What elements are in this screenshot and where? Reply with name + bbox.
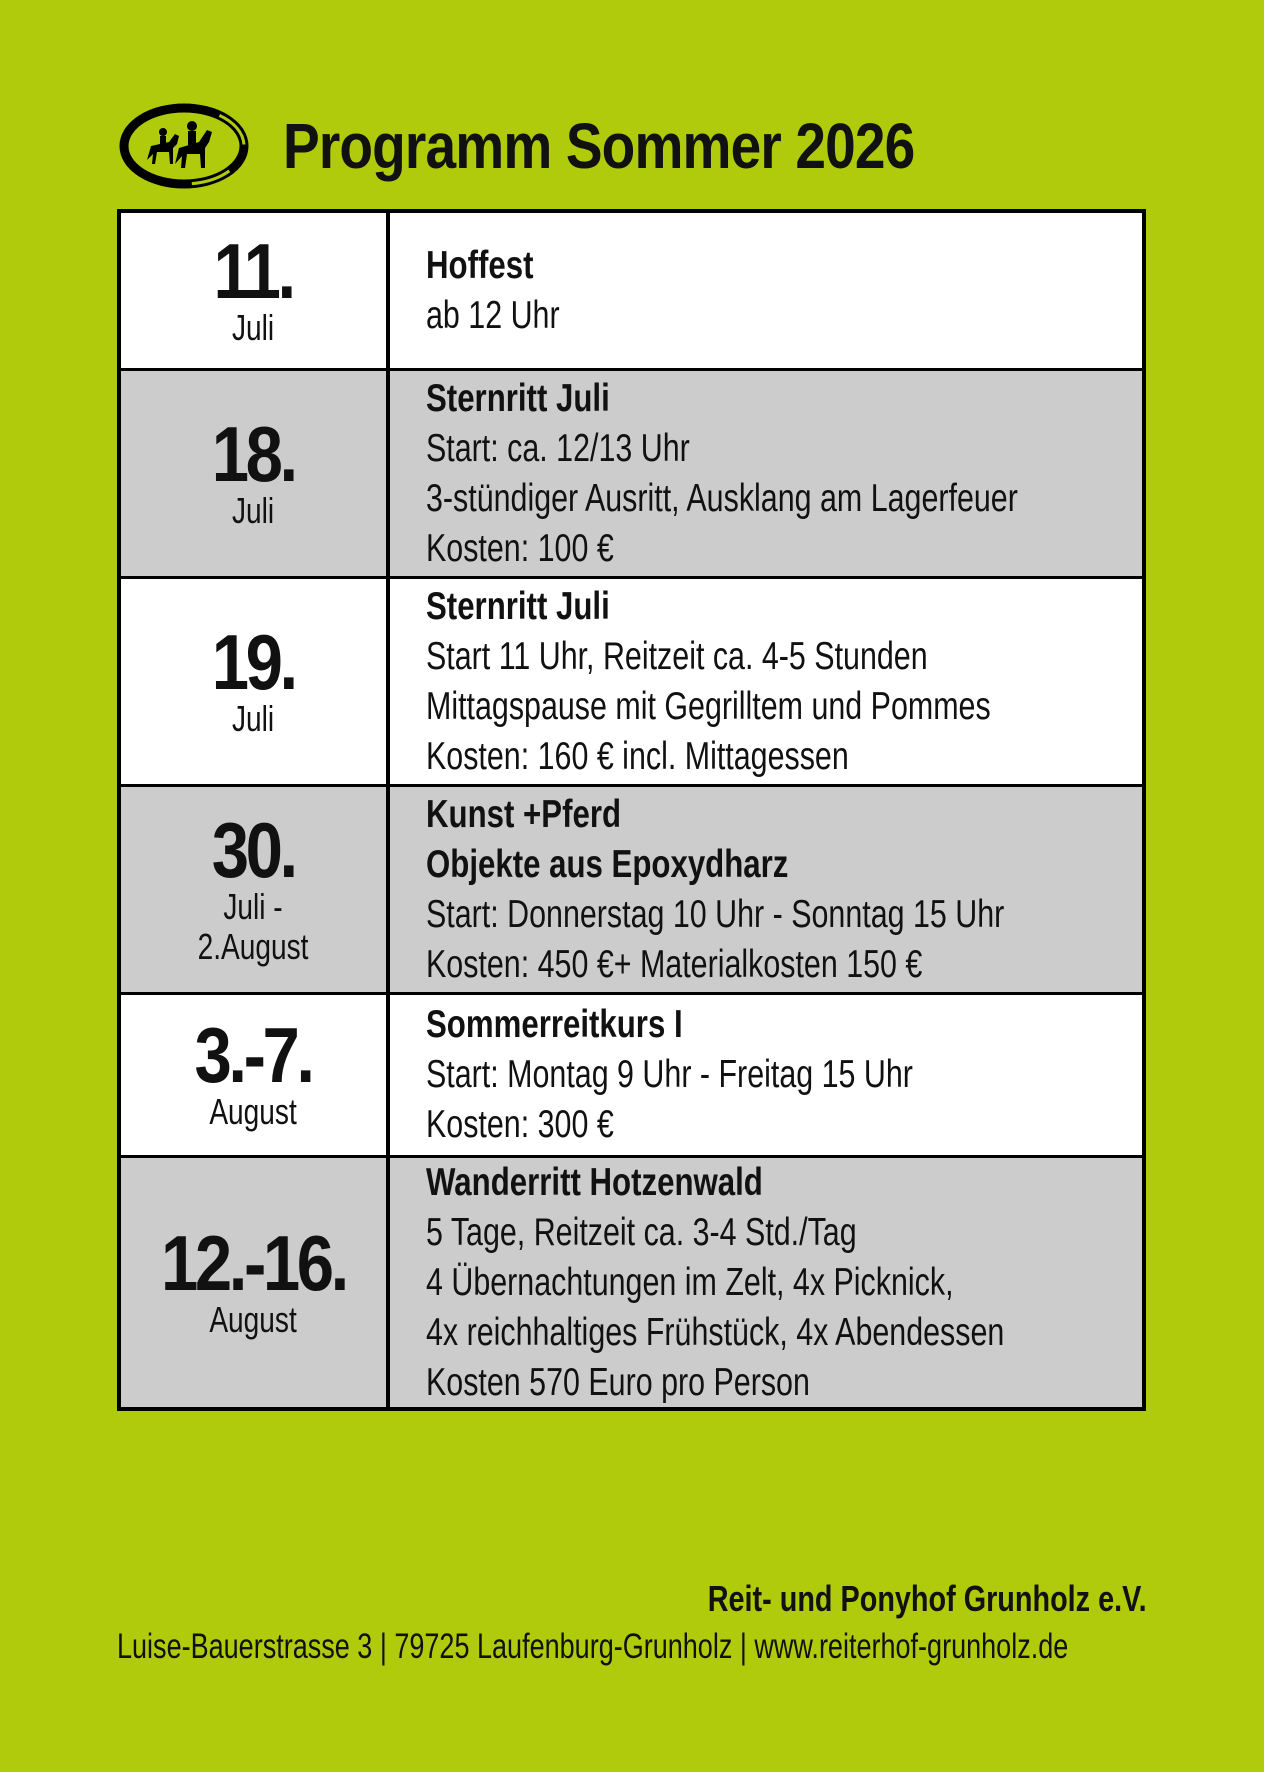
event-detail-line: Kosten: 300 € [426,1103,614,1146]
event-detail-line: Kosten: 100 € [426,526,614,570]
event-title: Objekte aus Epoxydharz [426,842,789,886]
footer [598,1576,1147,1622]
footer-address [117,1624,1147,1670]
event-month: Juli [232,306,275,348]
page-title: Programm Sommer 2026 [283,110,915,182]
event-date [121,579,390,784]
event-detail-line: 5 Tage, Reitzeit ca. 3-4 Std./Tag [426,1210,857,1254]
event-details [390,1158,1177,1407]
event-row [121,576,1142,784]
events-table [117,209,1146,1411]
event-month: August [209,1298,298,1340]
event-title: Wanderritt Hotzenwald [426,1160,763,1204]
event-title: Sommerreitkurs I [426,1003,683,1046]
event-day: 12.-16. [161,1218,346,1307]
event-month: 2.August [198,925,309,967]
event-detail-line: Kosten: 450 €+ Materialkosten 150 € [426,942,923,986]
event-detail-line: 3-stündiger Ausritt, Ausklang am Lagerfeuer [426,476,1018,520]
event-day: 11. [213,226,294,315]
event-title: Sternritt Juli [426,376,610,420]
event-detail-line: 4x reichhaltiges Frühstück, 4x Abendessen [426,1310,1005,1354]
event-date [121,371,390,576]
event-day: 30. [212,805,295,894]
event-detail-line: Start: Donnerstag 10 Uhr - Sonntag 15 Uhr [426,892,1005,936]
event-details [390,213,1142,368]
event-row [121,368,1142,576]
event-row [121,213,1142,368]
event-month: Juli [232,489,275,531]
event-row [121,992,1142,1155]
event-detail-line: Start 11 Uhr, Reitzeit ca. 4-5 Stunden [426,634,928,678]
event-month: August [209,1091,298,1133]
event-month: Juli - [223,885,284,927]
event-day: 19. [212,617,295,706]
event-title: Sternritt Juli [426,584,610,628]
event-detail-line: Start: ca. 12/13 Uhr [426,426,690,470]
header [117,96,1017,196]
event-detail-line: Kosten 570 Euro pro Person [426,1360,810,1404]
event-date [121,1158,390,1407]
event-date [121,787,390,992]
event-detail-line: 4 Übernachtungen im Zelt, 4x Picknick, [426,1260,954,1304]
event-row [121,1155,1142,1407]
address-text: Luise-Bauerstrasse 3 | 79725 Laufenburg-Grunholz | www.reiterhof-grunholz.de [117,1627,1069,1666]
event-details [390,579,1160,784]
event-month: Juli [232,697,275,739]
event-detail-line: Kosten: 160 € incl. Mittagessen [426,734,849,778]
event-row [121,784,1142,992]
event-details [390,787,1177,992]
event-day: 18. [212,409,295,498]
event-date [121,213,390,368]
event-title: Kunst +Pferd [426,792,622,836]
event-title: Hoffest [426,243,534,287]
event-detail-line: Start: Montag 9 Uhr - Freitag 15 Uhr [426,1053,913,1096]
event-details [390,371,1195,576]
horse-riders-logo-icon [117,98,251,194]
event-detail-line: ab 12 Uhr [426,293,560,337]
organization-name: Reit- und Ponyhof Grunholz e.V. [708,1578,1147,1619]
event-details [390,995,1142,1155]
event-detail-line: Mittagspause mit Gegrilltem und Pommes [426,684,991,728]
event-day: 3.-7. [194,1011,313,1100]
event-date [121,995,390,1155]
